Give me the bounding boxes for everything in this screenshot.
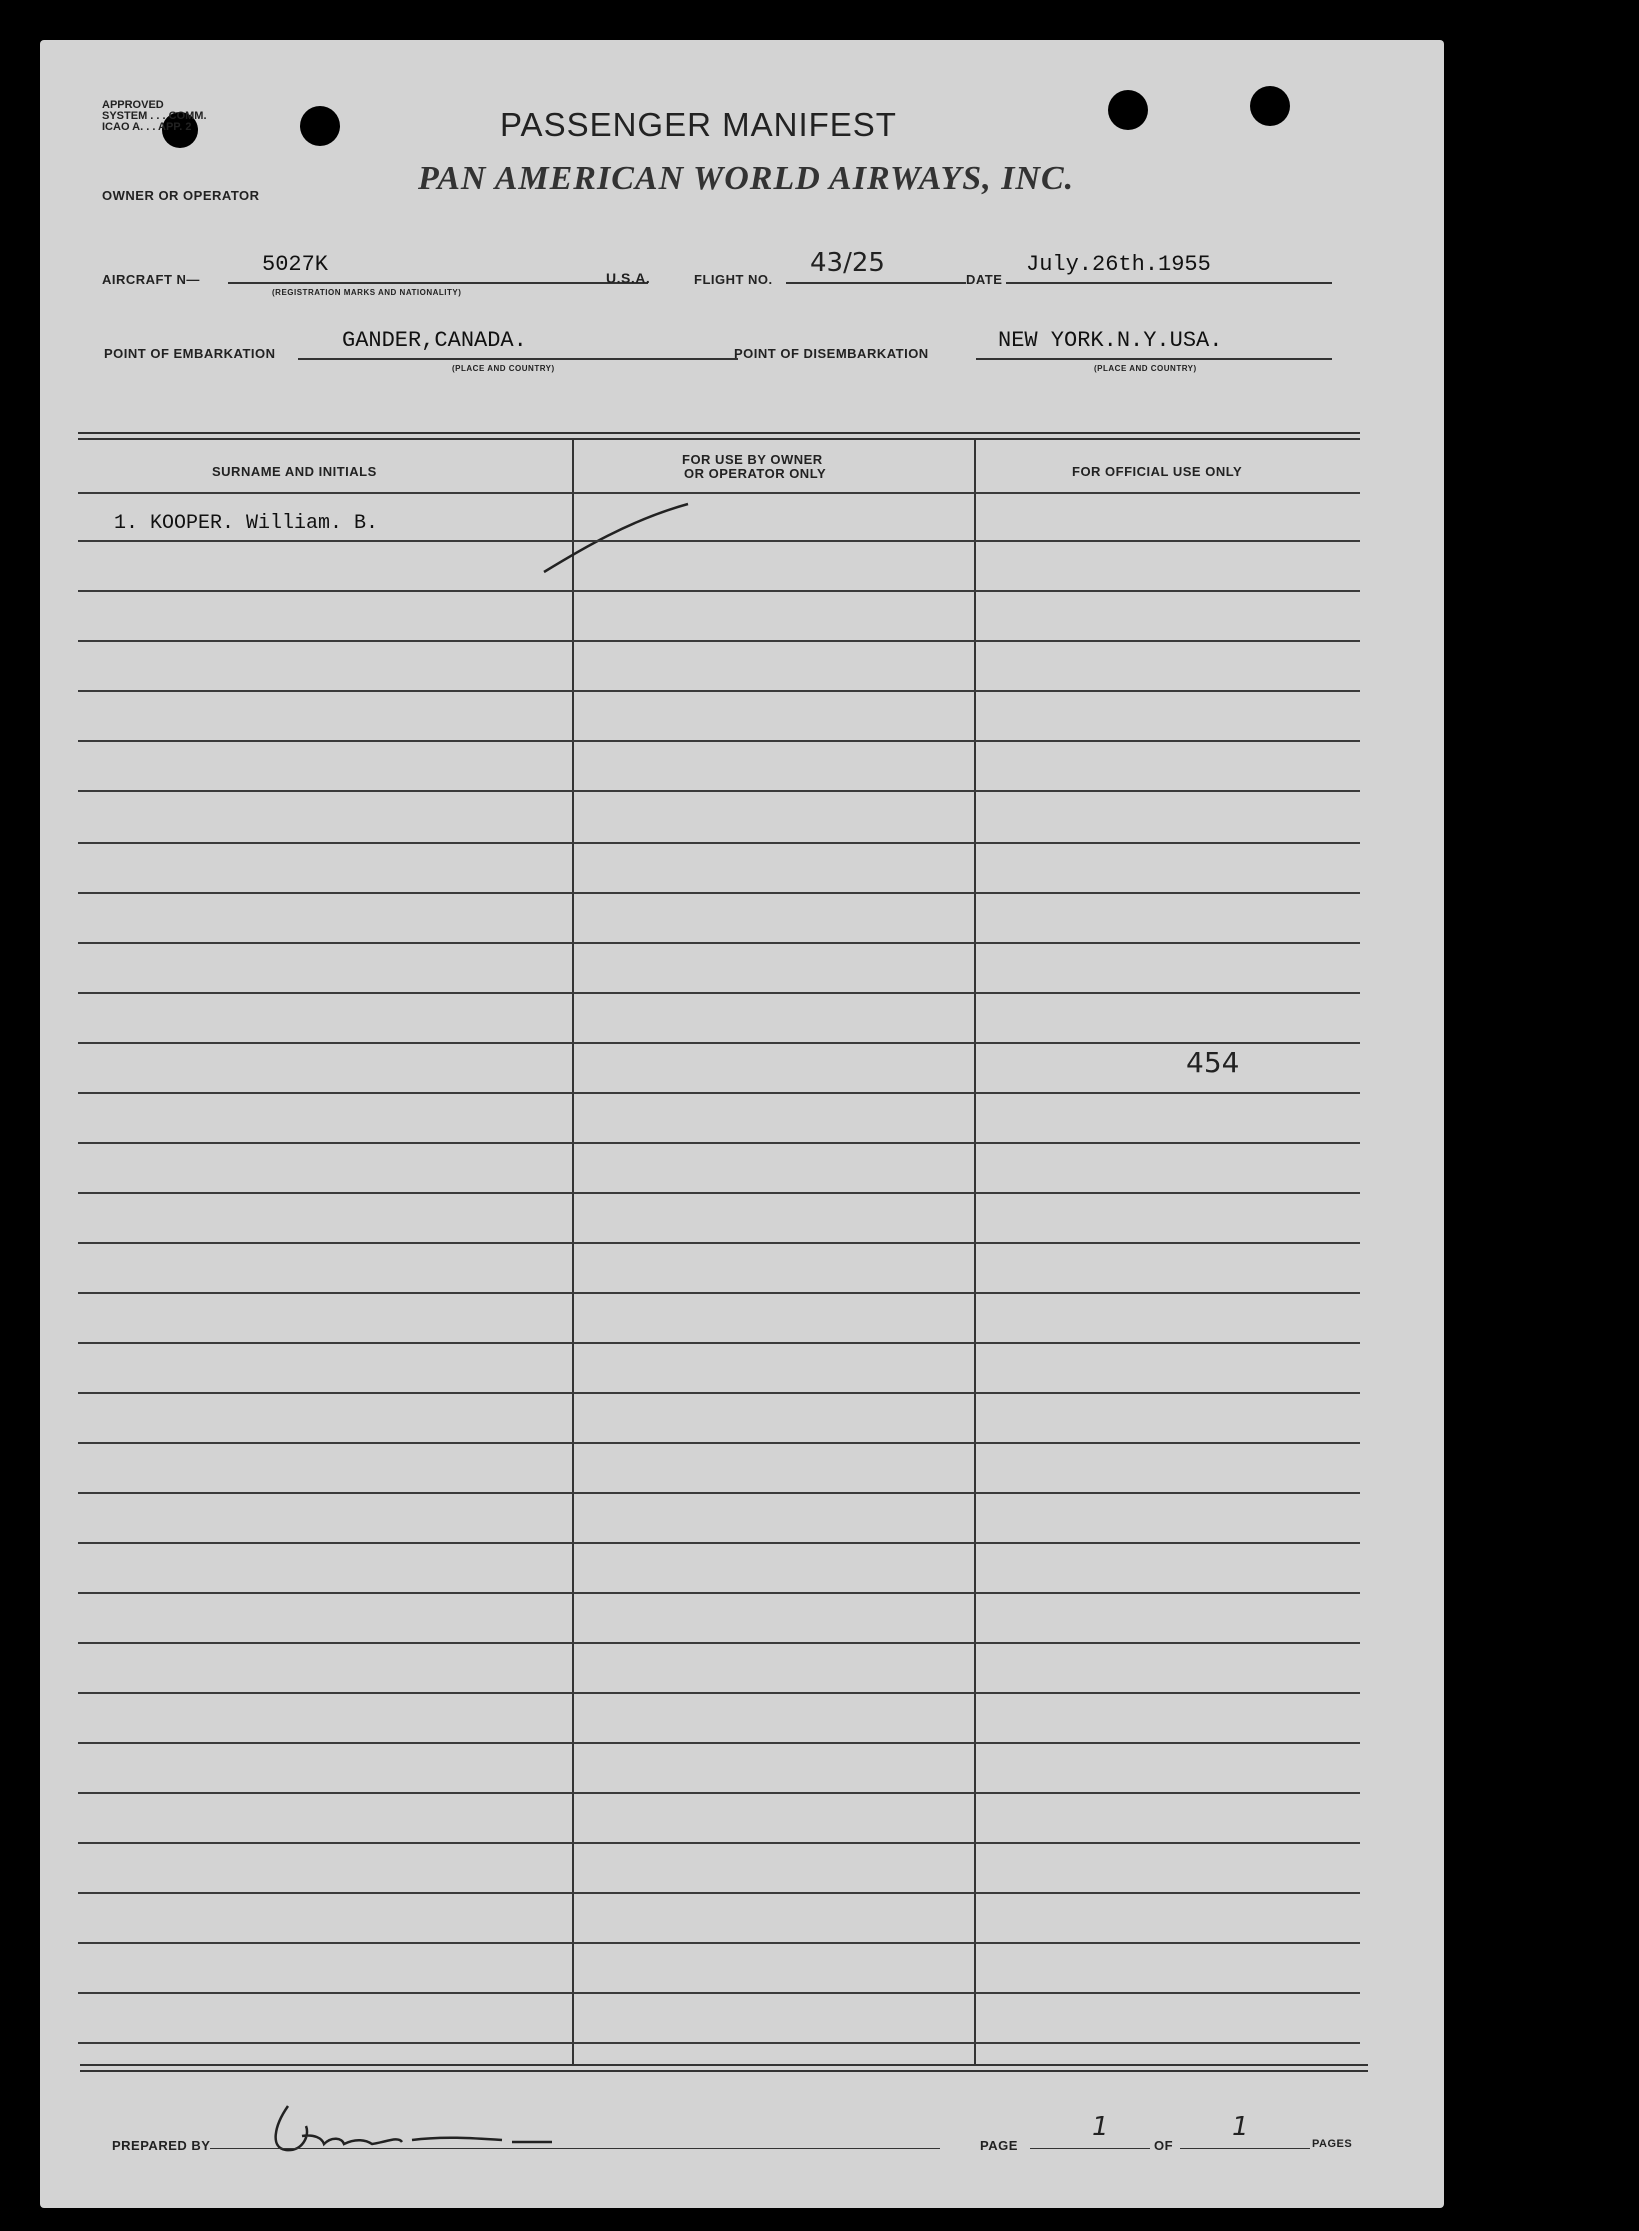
disembark-value: NEW YORK.N.Y.USA.	[998, 328, 1223, 353]
row-1-tick-mark	[540, 480, 700, 580]
aircraft-underline	[228, 282, 648, 284]
table-row-line	[78, 2042, 1360, 2044]
approval-line-1: APPROVED	[102, 99, 164, 111]
disembark-label: POINT OF DISEMBARKATION	[734, 346, 929, 361]
table-row-line	[78, 1542, 1360, 1544]
disembark-underline	[976, 358, 1332, 360]
column-divider-1	[572, 440, 574, 2066]
table-row-line	[78, 1092, 1360, 1094]
table-row-line	[78, 992, 1360, 994]
table-bottom-rule-1	[80, 2064, 1368, 2066]
punch-hole-right-2	[1250, 86, 1290, 126]
table-row-line	[78, 942, 1360, 944]
row-11-official: 454	[1186, 1046, 1240, 1079]
aircraft-label: AIRCRAFT N—	[102, 272, 200, 287]
disembark-caption: (PLACE AND COUNTRY)	[1094, 364, 1197, 373]
flight-label: FLIGHT NO.	[694, 272, 773, 287]
table-row-line	[78, 1692, 1360, 1694]
table-row-line	[78, 1842, 1360, 1844]
owner-value: PAN AMERICAN WORLD AIRWAYS, INC.	[418, 160, 1075, 197]
table-row-line	[78, 1992, 1360, 1994]
table-row-line	[78, 1042, 1360, 1044]
table-row-line	[78, 1592, 1360, 1594]
embark-caption: (PLACE AND COUNTRY)	[452, 364, 555, 373]
owner-label: OWNER OR OPERATOR	[102, 188, 260, 203]
table-row-line	[78, 1292, 1360, 1294]
manifest-sheet	[40, 40, 1444, 2208]
table-row-line	[78, 1492, 1360, 1494]
table-row-line	[78, 790, 1360, 792]
row-1-surname: 1. KOOPER. William. B.	[114, 512, 379, 535]
table-row-line	[78, 892, 1360, 894]
table-row-line	[78, 1342, 1360, 1344]
table-row-line	[78, 740, 1360, 742]
table-row-line	[78, 1742, 1360, 1744]
embark-underline	[298, 358, 738, 360]
page-underline	[1030, 2148, 1150, 2149]
aircraft-caption: (REGISTRATION MARKS AND NATIONALITY)	[272, 288, 462, 297]
aircraft-value: 5027K	[262, 252, 329, 277]
table-bottom-rule-2	[80, 2070, 1368, 2072]
table-row-line	[78, 1642, 1360, 1644]
date-label: DATE	[966, 272, 1003, 287]
of-value: 1	[1232, 2112, 1249, 2142]
col-surname-header: SURNAME AND INITIALS	[212, 464, 377, 479]
table-row-line	[78, 640, 1360, 642]
embark-value: GANDER,CANADA.	[342, 328, 527, 353]
prepared-by-underline	[210, 2148, 940, 2149]
table-row-line	[78, 1792, 1360, 1794]
prepared-by-label: PREPARED BY	[112, 2138, 211, 2153]
table-row-line	[78, 1142, 1360, 1144]
table-row-line	[78, 1942, 1360, 1944]
table-row-line	[78, 842, 1360, 844]
table-row-line	[78, 1192, 1360, 1194]
table-row-line	[78, 690, 1360, 692]
punch-hole-right-1	[1108, 90, 1148, 130]
page-label: PAGE	[980, 2138, 1018, 2153]
date-value: July.26th.1955	[1026, 252, 1211, 277]
embark-label: POINT OF EMBARKATION	[104, 346, 276, 361]
page-value: 1	[1092, 2112, 1109, 2142]
table-row-line	[78, 1442, 1360, 1444]
of-label: OF	[1154, 2138, 1174, 2153]
col-owner-header-line1: FOR USE BY OWNER	[682, 452, 823, 467]
punch-hole-left	[300, 106, 340, 146]
column-divider-2	[974, 440, 976, 2066]
flight-value: 43/25	[810, 248, 885, 278]
table-row-line	[78, 540, 1360, 542]
of-underline	[1180, 2148, 1310, 2149]
date-underline	[1006, 282, 1332, 284]
pages-label: PAGES	[1312, 2138, 1353, 2150]
table-row-line	[78, 1892, 1360, 1894]
flight-underline	[786, 282, 966, 284]
page-title: PASSENGER MANIFEST	[500, 106, 897, 143]
table-top-rule-1	[78, 432, 1360, 434]
col-owner-header-line2: OR OPERATOR ONLY	[684, 466, 827, 481]
table-row-line	[78, 1392, 1360, 1394]
col-official-header: FOR OFFICIAL USE ONLY	[1072, 464, 1243, 479]
approval-line-2: SYSTEM . . . COMM.	[102, 110, 207, 122]
table-row-line	[78, 1242, 1360, 1244]
approval-stamp	[102, 100, 207, 133]
approval-line-3: ICAO A. . . APP. 2	[102, 121, 192, 133]
prepared-by-signature	[262, 2096, 562, 2166]
table-row-line	[78, 590, 1360, 592]
table-top-rule-2	[78, 438, 1360, 440]
header-bottom-rule	[78, 492, 1360, 494]
usa-label: U.S.A.	[606, 270, 651, 286]
